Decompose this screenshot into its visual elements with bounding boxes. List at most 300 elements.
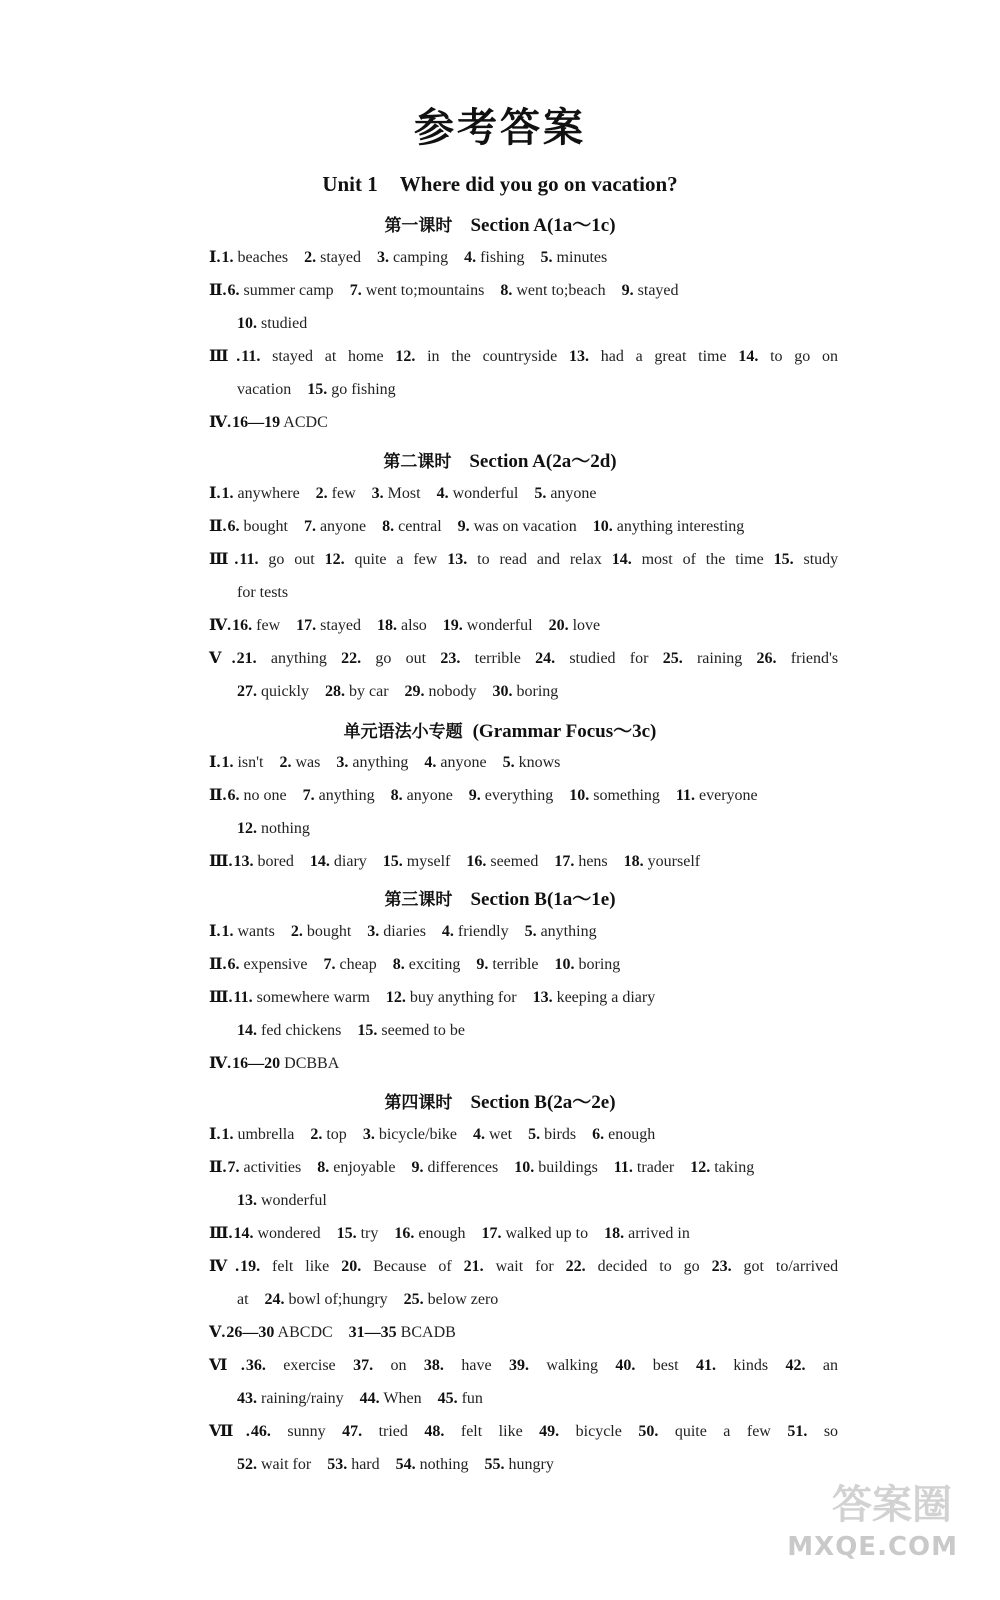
watermark <box>787 1482 980 1570</box>
answer-text: fun <box>461 1390 483 1407</box>
answer-item <box>690 1159 754 1176</box>
answer-text: nothing <box>261 820 310 837</box>
answer-number: 5. <box>502 754 515 771</box>
answer-text: wonderful <box>466 617 533 634</box>
answer-item <box>424 1357 492 1374</box>
answer-item <box>239 551 314 568</box>
answer-text: enough <box>418 1225 466 1242</box>
answer-number: 39. <box>508 1357 529 1374</box>
answer-item <box>233 989 369 1006</box>
answer-item <box>341 1258 452 1275</box>
answer-item <box>469 787 553 804</box>
answer-number: 13. <box>532 989 553 1006</box>
answer-item <box>349 1324 456 1341</box>
answer-number: 12. <box>324 551 345 568</box>
answer-line <box>237 1191 887 1211</box>
section-cn-label: 第四课时 <box>384 1093 453 1113</box>
part-numeral: Ⅵ. <box>209 1357 245 1374</box>
answer-text: go out <box>375 650 427 667</box>
answer-item <box>622 282 679 299</box>
answer-text: to read and relax <box>477 551 602 568</box>
answer-number: 9. <box>621 282 634 299</box>
answer-item <box>237 820 310 837</box>
answer-number: 15. <box>382 853 403 870</box>
answer-text: boring <box>578 956 621 973</box>
answer-text: seemed to be <box>381 1022 465 1039</box>
answer-text: hungry <box>508 1456 554 1473</box>
answer-text: central <box>398 518 442 535</box>
answer-item <box>240 1258 329 1275</box>
answer-item <box>221 485 299 502</box>
answer-text: camping <box>393 249 449 266</box>
answer-text: everyone <box>699 787 758 804</box>
answer-item <box>232 414 328 431</box>
answer-text: few <box>256 617 281 634</box>
part-numeral: Ⅲ. <box>209 348 241 365</box>
answer-number: 40. <box>615 1357 636 1374</box>
answer-item <box>696 1357 768 1374</box>
answer-item <box>440 650 520 667</box>
answer-item <box>466 853 538 870</box>
answer-text: try <box>360 1225 379 1242</box>
answer-item <box>424 754 486 771</box>
answer-item <box>458 518 577 535</box>
answer-line <box>209 649 838 669</box>
answer-item <box>437 485 519 502</box>
watermark-url: MXQE.COM <box>787 1532 958 1562</box>
answer-line <box>209 955 859 975</box>
answer-number: 14. <box>237 1022 257 1039</box>
answer-text: fishing <box>480 249 525 266</box>
answer-number: 1. <box>221 923 234 940</box>
answer-line <box>237 819 887 839</box>
answer-item <box>443 617 533 634</box>
answer-text: tried <box>378 1423 408 1440</box>
answer-item <box>786 1357 839 1374</box>
part-numeral: Ⅱ. <box>209 518 227 535</box>
answer-number: 21. <box>463 1258 484 1275</box>
answer-item <box>304 249 361 266</box>
answer-text: nothing <box>419 1456 469 1473</box>
answer-number: 24. <box>535 650 556 667</box>
answer-item <box>363 1126 457 1143</box>
watermark-logo: 答案圈 <box>832 1482 952 1528</box>
answer-item <box>336 754 408 771</box>
answer-text: decided to go <box>597 1258 700 1275</box>
answer-text: an <box>822 1357 839 1374</box>
answer-text: studied <box>261 315 308 332</box>
answer-text: taking <box>714 1159 755 1176</box>
answer-number: 3. <box>362 1126 375 1143</box>
answer-text: on <box>390 1357 407 1374</box>
answer-number: 2. <box>290 923 303 940</box>
answer-number: 41. <box>695 1357 716 1374</box>
part-numeral: Ⅰ. <box>209 485 221 502</box>
answer-number: 9. <box>476 956 489 973</box>
answer-item <box>485 1456 554 1473</box>
answer-item <box>473 1126 512 1143</box>
answer-text: friendly <box>457 923 509 940</box>
answer-text: fed chickens <box>261 1022 342 1039</box>
answer-text: raining/rainy <box>261 1390 344 1407</box>
answer-text: wants <box>237 923 275 940</box>
answer-number: 3. <box>371 485 384 502</box>
answer-number: 4. <box>436 485 449 502</box>
answer-number: 31—35 <box>348 1324 397 1341</box>
answer-text: felt like <box>272 1258 330 1275</box>
answer-number: 15. <box>773 551 794 568</box>
answer-number: 27. <box>237 683 257 700</box>
answer-number: 46. <box>250 1423 271 1440</box>
answer-item <box>396 1456 469 1473</box>
part-numeral: Ⅳ. <box>209 1258 240 1275</box>
answer-number: 7. <box>227 1159 240 1176</box>
answer-text: bicycle/bike <box>378 1126 457 1143</box>
answer-item <box>424 1423 522 1440</box>
answer-text: so <box>823 1423 839 1440</box>
answer-text: ABCDC <box>277 1324 333 1341</box>
answer-text: trader <box>636 1159 675 1176</box>
answer-number: 12. <box>237 820 257 837</box>
answer-item <box>307 381 395 398</box>
answer-item <box>554 853 607 870</box>
answer-item <box>237 650 327 667</box>
answer-item <box>377 617 427 634</box>
answer-text: anyone <box>319 518 367 535</box>
answer-number: 21. <box>236 650 257 667</box>
answer-line <box>209 413 859 433</box>
answer-line <box>209 1158 859 1178</box>
answer-item <box>237 584 288 601</box>
answer-number: 8. <box>390 787 403 804</box>
answer-number: 7. <box>303 518 316 535</box>
answer-number: 2. <box>310 1126 323 1143</box>
answer-item <box>614 1159 674 1176</box>
part-numeral: Ⅳ. <box>209 1055 232 1072</box>
answer-item <box>503 754 561 771</box>
answer-number: 7. <box>323 956 336 973</box>
answer-item <box>404 1291 499 1308</box>
answer-item <box>303 787 375 804</box>
answer-number: 45. <box>437 1390 458 1407</box>
answer-text: cheap <box>339 956 377 973</box>
answer-item <box>323 956 376 973</box>
answer-text: for tests <box>237 584 289 601</box>
answer-number: 8. <box>317 1159 330 1176</box>
answer-item <box>787 1423 838 1440</box>
answer-number: 14. <box>611 551 632 568</box>
section-heading <box>0 210 1000 237</box>
answer-number: 17. <box>296 617 317 634</box>
answer-text: somewhere warm <box>256 989 370 1006</box>
answer-text: anything <box>270 650 327 667</box>
answer-number: 6. <box>227 787 240 804</box>
answer-line <box>237 1290 887 1310</box>
answer-item <box>541 249 608 266</box>
answer-text: bought <box>306 923 352 940</box>
part-numeral: Ⅲ. <box>209 989 233 1006</box>
answer-number: 11. <box>233 989 253 1006</box>
answer-number: 10. <box>592 518 613 535</box>
answer-text: go fishing <box>331 381 396 398</box>
answer-line <box>209 1257 838 1277</box>
answer-item <box>237 1456 311 1473</box>
answer-number: 22. <box>565 1258 586 1275</box>
answer-item <box>442 923 509 940</box>
answer-item <box>296 617 361 634</box>
answer-text: had a great time <box>600 348 727 365</box>
answer-number: 16. <box>394 1225 415 1242</box>
answer-item <box>227 518 287 535</box>
answer-number: 25. <box>403 1291 424 1308</box>
answer-number: 15. <box>307 381 328 398</box>
answer-text: wait for <box>495 1258 554 1275</box>
answer-line <box>209 550 838 570</box>
answer-number: 19. <box>442 617 463 634</box>
answer-item <box>438 1390 483 1407</box>
answer-number: 8. <box>500 282 513 299</box>
answer-number: 17. <box>481 1225 502 1242</box>
answer-number: 1. <box>221 1126 234 1143</box>
answer-line <box>209 1224 859 1244</box>
answer-text: nobody <box>428 683 477 700</box>
answer-item <box>481 1225 588 1242</box>
answer-text: love <box>572 617 601 634</box>
answer-item <box>342 1423 408 1440</box>
answer-number: 1. <box>221 485 234 502</box>
answer-number: 9. <box>411 1159 424 1176</box>
answer-item <box>265 1291 388 1308</box>
answer-item <box>757 650 839 667</box>
answer-text: below zero <box>427 1291 499 1308</box>
answer-item <box>447 551 602 568</box>
answer-text: diary <box>333 853 367 870</box>
answer-number: 47. <box>342 1423 363 1440</box>
answer-text: sunny <box>287 1423 326 1440</box>
answer-item <box>393 956 461 973</box>
answer-line <box>209 852 859 872</box>
answer-text: birds <box>544 1126 577 1143</box>
answer-number: 10. <box>514 1159 535 1176</box>
section-cn-label: 单元语法小专题 <box>343 722 463 742</box>
answer-text: anything <box>540 923 597 940</box>
answer-line <box>209 281 859 301</box>
answer-number: 16—19 <box>232 414 281 431</box>
answer-line <box>209 922 859 942</box>
part-numeral: Ⅳ. <box>209 414 232 431</box>
answer-item <box>350 282 485 299</box>
answer-item <box>539 1423 622 1440</box>
answer-item <box>593 518 745 535</box>
answer-text: yourself <box>647 853 701 870</box>
answer-item <box>638 1423 771 1440</box>
answer-line <box>237 380 887 400</box>
part-numeral: Ⅴ. <box>209 1324 226 1341</box>
answer-item <box>279 754 320 771</box>
answer-number: 4. <box>441 923 454 940</box>
answer-item <box>509 1357 598 1374</box>
answer-text: no one <box>243 787 287 804</box>
answer-number: 3. <box>377 249 389 266</box>
page-title: 参考答案 <box>414 105 586 151</box>
answer-item <box>237 1192 327 1209</box>
section-heading <box>0 716 1000 743</box>
answer-line <box>209 753 859 773</box>
answer-number: 5. <box>528 1126 541 1143</box>
answer-item <box>372 485 421 502</box>
answer-item <box>549 617 601 634</box>
answer-text: friend's <box>790 650 839 667</box>
section-cn-label: 第三课时 <box>384 890 453 910</box>
answer-number: 16. <box>466 853 487 870</box>
answer-text: terrible <box>492 956 539 973</box>
part-numeral: Ⅱ. <box>209 956 227 973</box>
answer-text: went to;beach <box>516 282 606 299</box>
answer-item <box>304 518 366 535</box>
answer-text: anything interesting <box>616 518 745 535</box>
answer-text: anyone <box>550 485 597 502</box>
answer-item <box>246 1357 336 1374</box>
answer-number: 6. <box>227 518 240 535</box>
answer-number: 6. <box>227 282 240 299</box>
part-numeral: Ⅲ. <box>209 1225 233 1242</box>
answer-item <box>615 1357 678 1374</box>
answer-text: buildings <box>538 1159 598 1176</box>
answer-number: 5. <box>540 249 553 266</box>
answer-item <box>394 1225 465 1242</box>
answer-item <box>534 485 596 502</box>
answer-text: enjoyable <box>333 1159 396 1176</box>
answer-text: everything <box>484 787 554 804</box>
answer-number: 44. <box>359 1390 380 1407</box>
answer-line <box>209 1356 838 1376</box>
answer-item <box>316 485 356 502</box>
answer-number: 17. <box>554 853 575 870</box>
answer-number: 28. <box>325 683 345 700</box>
answer-item <box>528 1126 576 1143</box>
answer-item <box>738 348 838 365</box>
answer-item <box>310 1126 346 1143</box>
answer-item <box>464 249 524 266</box>
answer-number: 9. <box>468 787 481 804</box>
answer-number: 50. <box>638 1423 659 1440</box>
answer-number: 53. <box>327 1456 348 1473</box>
answer-number: 19. <box>240 1258 261 1275</box>
answer-text: activities <box>243 1159 302 1176</box>
answer-text: went to;mountains <box>365 282 485 299</box>
answer-number: 20. <box>548 617 569 634</box>
answer-item <box>226 1324 332 1341</box>
part-numeral: Ⅴ. <box>209 650 236 667</box>
answer-number: 18. <box>623 853 644 870</box>
answer-text: study <box>803 551 839 568</box>
answer-text: seemed <box>490 853 539 870</box>
answer-line <box>237 1389 887 1409</box>
answer-item <box>241 348 383 365</box>
answer-item <box>525 923 597 940</box>
answer-number: 9. <box>457 518 470 535</box>
answer-text: was <box>295 754 321 771</box>
answer-item <box>464 1258 554 1275</box>
section-en-label: Section B(2a～2e) <box>470 1092 616 1113</box>
answer-line <box>237 1021 887 1041</box>
answer-item <box>227 787 286 804</box>
part-numeral: Ⅱ. <box>209 282 227 299</box>
answer-text: stayed at home <box>272 348 384 365</box>
answer-number: 23. <box>711 1258 732 1275</box>
answer-text: anything <box>352 754 409 771</box>
answer-text: bowl of;hungry <box>288 1291 388 1308</box>
answer-text: DCBBA <box>284 1055 340 1072</box>
answer-text: felt like <box>460 1423 523 1440</box>
answer-number: 52. <box>237 1456 257 1473</box>
answer-text: When <box>383 1390 422 1407</box>
answer-item <box>341 650 426 667</box>
answer-item <box>555 956 621 973</box>
answer-item <box>663 650 743 667</box>
answer-text: Most <box>387 485 421 502</box>
answer-item <box>237 683 309 700</box>
answer-text: minutes <box>556 249 608 266</box>
answer-item <box>233 1225 320 1242</box>
answer-text: kinds <box>733 1357 769 1374</box>
answer-item <box>476 956 538 973</box>
answer-text: exercise <box>283 1357 336 1374</box>
answer-number: 23. <box>440 650 461 667</box>
answer-text: got to/arrived <box>743 1258 839 1275</box>
part-numeral: Ⅰ. <box>209 1126 221 1143</box>
answer-item <box>251 1423 326 1440</box>
answer-text: ACDC <box>283 414 328 431</box>
answer-number: 11. <box>239 551 259 568</box>
answer-item <box>500 282 605 299</box>
answer-text: bought <box>243 518 288 535</box>
answer-text: Because of <box>373 1258 452 1275</box>
answer-text: differences <box>427 1159 499 1176</box>
answer-number: 37. <box>353 1357 374 1374</box>
answer-text: umbrella <box>237 1126 295 1143</box>
answer-text: stayed <box>320 617 362 634</box>
answer-text: most of the time <box>641 551 764 568</box>
answer-text: boring <box>516 683 559 700</box>
answer-number: 11. <box>675 787 696 804</box>
answer-item <box>227 956 307 973</box>
answer-number: 8. <box>382 518 395 535</box>
answer-number: 2. <box>315 485 328 502</box>
part-numeral: Ⅰ. <box>209 923 221 940</box>
answer-text: wet <box>489 1126 513 1143</box>
answer-text: walking <box>546 1357 598 1374</box>
answer-item <box>566 1258 700 1275</box>
answer-number: 7. <box>302 787 315 804</box>
answer-number: 18. <box>604 1225 625 1242</box>
answer-text: studied for <box>569 650 649 667</box>
answer-item <box>291 923 351 940</box>
answer-text: also <box>401 617 427 634</box>
section-en-label: Section B(1a～1e) <box>470 889 616 910</box>
answer-text: summer camp <box>243 282 334 299</box>
answer-text: expensive <box>243 956 308 973</box>
answer-number: 42. <box>785 1357 806 1374</box>
answer-text: wonderful <box>261 1192 327 1209</box>
answer-text: anyone <box>406 787 453 804</box>
answer-item <box>383 853 451 870</box>
answer-line <box>237 314 887 334</box>
answer-item <box>367 923 426 940</box>
answer-number: 15. <box>336 1225 357 1242</box>
answer-number: 13. <box>568 348 589 365</box>
answer-text: stayed <box>320 249 361 266</box>
